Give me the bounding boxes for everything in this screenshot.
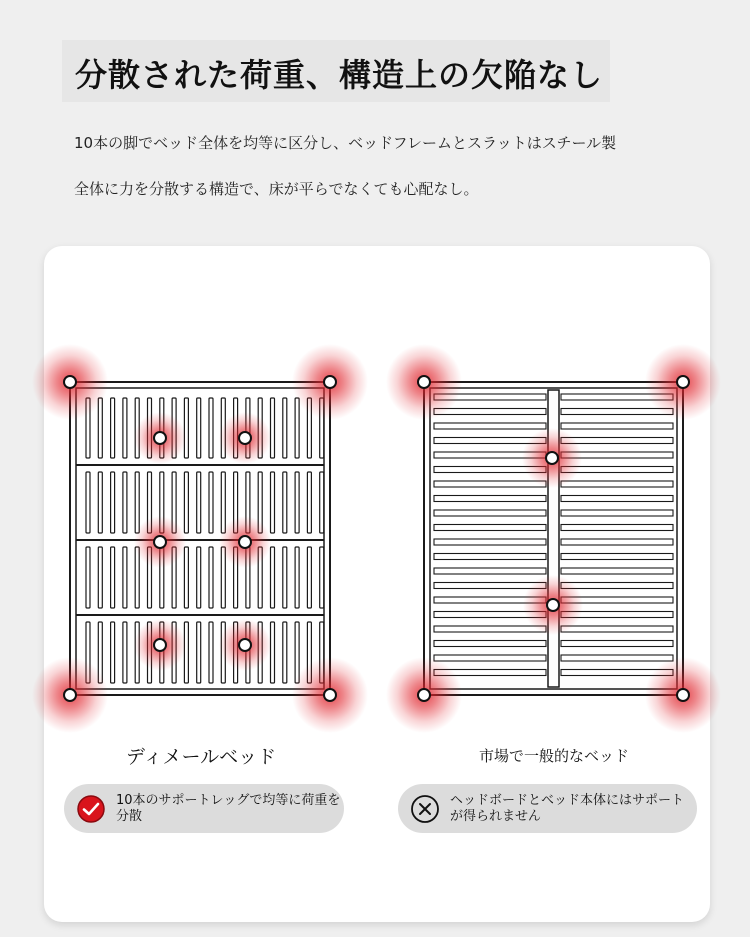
- support-point-marker: [219, 619, 271, 671]
- page-title: 分散された荷重、構造上の欠陥なし: [75, 56, 604, 94]
- left-bed-diagram: [70, 382, 330, 695]
- support-point-marker: [32, 344, 108, 420]
- support-point-marker: [219, 412, 271, 464]
- support-point-marker: [386, 344, 462, 420]
- support-point-marker: [292, 657, 368, 733]
- support-point-marker: [134, 619, 186, 671]
- left-feature-pill: [64, 784, 344, 833]
- x-circle-icon: [410, 794, 440, 824]
- support-point-marker: [292, 344, 368, 420]
- description-line-2: 全体に力を分散する構造で、床が平らでなくても心配なし。: [74, 180, 479, 198]
- support-point-marker: [645, 344, 721, 420]
- right-product-label: 市場で一般的なベッド: [479, 747, 630, 765]
- support-point-marker: [522, 428, 582, 488]
- support-point-marker: [386, 657, 462, 733]
- check-circle-icon: [76, 794, 106, 824]
- right-feature-pill: [398, 784, 697, 833]
- support-point-marker: [134, 412, 186, 464]
- description-line-1: 10本の脚でベッド全体を均等に区分し、ベッドフレームとスラットはスチール製: [74, 134, 617, 152]
- support-point-marker: [32, 657, 108, 733]
- support-point-marker: [645, 657, 721, 733]
- support-point-marker: [134, 516, 186, 568]
- right-feature-text: ヘッドボードとベッド本体にはサポートが得られません: [450, 792, 685, 824]
- left-feature-text: 10本のサポートレッグで均等に荷重を分散: [116, 792, 341, 824]
- support-point-marker: [523, 575, 583, 635]
- left-product-label: ディメールベッド: [126, 746, 277, 768]
- support-point-marker: [219, 516, 271, 568]
